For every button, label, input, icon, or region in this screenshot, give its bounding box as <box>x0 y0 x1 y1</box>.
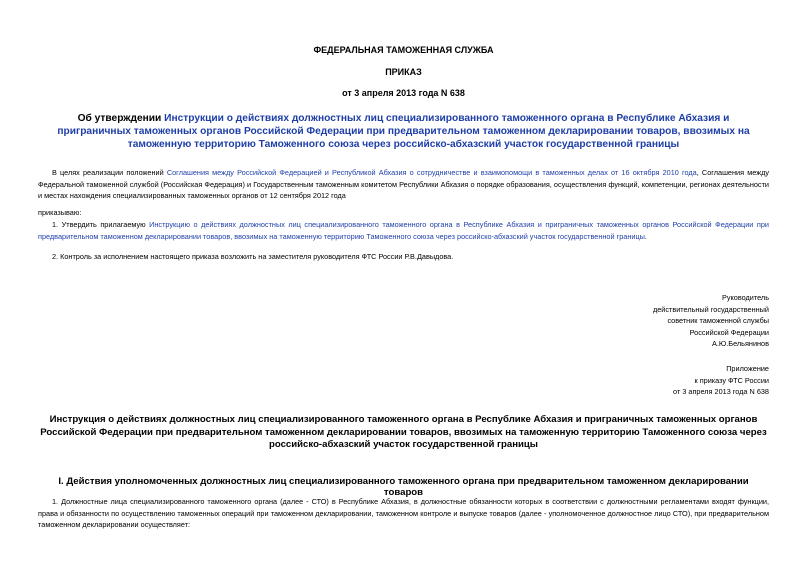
appendix-line-2: к приказу ФТС России <box>694 375 769 385</box>
signature-block <box>569 292 769 350</box>
document-type-heading: ПРИКАЗ <box>385 67 422 77</box>
signature-line-5: А.Ю.Бельянинов <box>712 339 769 348</box>
section-title: I. Действия уполномоченных должностных лиц специализированного таможенного органа при предварительном таможенном декларировании товаров <box>58 476 749 498</box>
instruction-title: Инструкция о действиях должностных лиц специализированного таможенного органа в Республике Абхазия и приграничных таможенных органов Российской Федерации при предварительном таможенном декларировании товаров, ввозимых на таможенную территорию Таможенного союза через российско-абхазский участок государственной границы <box>40 414 767 450</box>
title-instruction-link[interactable]: Инструкции о действиях должностных лиц специализированного таможенного органа в Республике Абхазия и приграничных таможенных органов Российской Федерации при предварительном таможенном декларировании товаров, ввозимых на таможенную территорию Таможенного союза через российско-абхазский участок государственной границы <box>57 113 750 150</box>
organization-heading: ФЕДЕРАЛЬНАЯ ТАМОЖЕННАЯ СЛУЖБА <box>313 45 494 55</box>
signature-line-2: действительный государственный <box>652 304 769 314</box>
signature-line-4: Российской Федерации <box>689 327 769 337</box>
order-item-2 <box>38 251 769 263</box>
item1-end: . <box>644 231 647 241</box>
item1-start: 1. Утвердить прилагаемую <box>52 220 150 229</box>
appendix-block <box>569 363 769 398</box>
signature-line-1: Руководитель <box>721 293 769 302</box>
item1-instruction-link[interactable]: Инструкцию о действиях должностных лиц специализированного таможенного органа в Республике Абхазия и приграничных таможенных органов Российской Федерации при предварительном таможенном декларировании товаров, ввозимых на таможенную территорию Таможенного союза через российско-абхазский участок государственной границы <box>38 220 769 241</box>
order-item-1 <box>38 219 769 242</box>
preamble-paragraph <box>38 167 769 202</box>
order-title <box>40 112 767 151</box>
appendix-line-3: от 3 апреля 2013 года N 638 <box>673 387 769 396</box>
preamble-rest: , Соглашения между Федеральной таможенной службой (Российская Федерация) и Государственным таможенным комитетом Республики Абхазия о порядке образования, осуществления функций, компетенции, регионах деятельности и местах нахождения специализированных таможенных органов от 12 сентября 2012 года <box>38 168 769 200</box>
paragraph-1 <box>38 496 769 531</box>
title-prefix: Об утверждении <box>77 113 165 124</box>
item2-text: 2. Контроль за исполнением настоящего приказа возложить на заместителя руководителя ФТС России Р.В.Давыдова. <box>52 252 454 261</box>
appendix-line-1: Приложение <box>726 364 769 373</box>
signature-line-3: советник таможенной службы <box>667 316 769 325</box>
preamble-start: В целях реализации положений <box>52 168 167 177</box>
order-word: приказываю: <box>38 208 82 217</box>
agreement-link[interactable]: Соглашения между Российской Федерацией и Республикой Абхазия о сотрудничестве и взаимопомощи в таможенных делах от 16 октября 2010 года <box>166 168 697 177</box>
date-number-heading: от 3 апреля 2013 года N 638 <box>342 88 465 98</box>
paragraph-1-text: 1. Должностные лица специализированного таможенного органа (далее - СТО) в Республике Абхазия, в должностные обязанности которых в соответствии с должностными регламентами входят функции, права и обязанности по осуществлению таможенных операций при таможенном декларировании, таможенном контроле и выпуске товаров (далее - уполномоченное должностное лицо СТО), при предварительном таможенном декларировании осуществляет: <box>38 497 769 529</box>
